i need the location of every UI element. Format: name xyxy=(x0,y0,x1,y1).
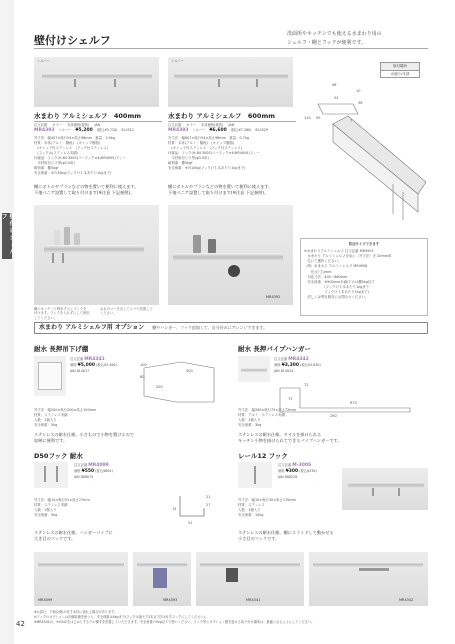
option-name: 耐水 長押吊下げ棚 xyxy=(34,345,89,353)
option-price-block: 注文記番 MR4342 価格 ¥3,300 (税込¥3,630) JAN 814024 xyxy=(274,357,321,374)
shelf-rail xyxy=(348,482,424,488)
hook-icon xyxy=(74,79,76,87)
hook-icon xyxy=(254,466,256,484)
shelf-rail xyxy=(313,562,423,567)
hook-icon xyxy=(218,79,220,87)
photo-caption: 棚のキッチンで利用するとフックを 付けます。フックを入れずにして使用 してください。 xyxy=(34,307,90,320)
product-jan: 814512 xyxy=(121,128,135,132)
spec-head: 注文記番 xyxy=(168,123,182,127)
option-name: 耐水 長押パイプハンガー xyxy=(238,345,312,353)
header-divider xyxy=(34,48,428,49)
price-row xyxy=(34,128,162,134)
hook-icon xyxy=(56,466,58,482)
photo-label: MR4392 xyxy=(266,295,281,299)
product-price-tax: (税込¥7,260) xyxy=(230,128,252,132)
product-code: MR4393 xyxy=(34,128,55,133)
bottle-icon xyxy=(54,230,60,245)
shelf-rail xyxy=(200,562,300,567)
photo-caption: お水のパーを出してエマで設置して ください。 xyxy=(100,307,153,316)
product-code: MR4393 xyxy=(168,128,189,133)
dim-label: 54 xyxy=(334,96,339,100)
option-price: ¥5,000 xyxy=(77,363,96,369)
product-image-label: シルバー xyxy=(37,59,50,63)
price-row xyxy=(168,128,296,134)
option-jan: 808228 xyxy=(284,475,298,480)
dimension-diagram xyxy=(298,74,428,230)
option-price-block: 注文記番 MR4341 価格 ¥5,000 (税込¥5,500) JAN 814017 xyxy=(70,357,117,374)
dim-label: 260 xyxy=(330,414,337,418)
product-color: シルバー xyxy=(192,128,206,132)
dim-label: 98 xyxy=(332,83,337,87)
bottom-photo xyxy=(34,552,128,606)
option-image xyxy=(34,356,66,396)
install-box-body: ※水まわりアルミシェルフ 注文記番 MR4903 水まわり アルミシェルフを床に（外寸法）を 20mm単 位にて選択ください。 （例）水まわり アルミシェルフ MR4908 長さ(寸))mm 対応寸法：400〜860mm 安全荷重：※900mm未満/下のは棚5kg以下 (フックけ１本あたり1kgまで フックけ１本あたり1kgまで) 詳しくは弊社販売にお問合せください。 xyxy=(304,249,392,300)
hook-icon xyxy=(372,488,374,496)
option-title: 水まわり アルミシェルフ用 オプション xyxy=(39,323,145,331)
option-code: M-300S xyxy=(292,463,312,468)
product-divider xyxy=(34,121,162,122)
option-spec: 外寸法：幅15×奥行51×高さ27mm 材質：ステンレス実績 入数：1個入り 安全荷重：5kg xyxy=(34,498,90,517)
shelf-rail xyxy=(174,73,288,79)
product-divider xyxy=(168,121,296,122)
dim-label: 100 xyxy=(140,363,147,367)
install-box-title: 防法サイズできます xyxy=(348,242,380,246)
shelf-rail xyxy=(38,562,124,567)
option-price-tax: (税込¥330) xyxy=(299,469,317,474)
option-jan: 814024 xyxy=(280,369,294,374)
dim-label: 80 xyxy=(140,375,145,379)
product-desc: 棚にボトルやプランなどの物を置いて便利に使えます。 下地ベニア設置して取り付けます(※注意 下記参照)。 xyxy=(34,184,139,196)
install-photo-2 xyxy=(168,205,293,305)
product-desc: 棚にボトルやプランなどの物を置いて便利に使えます。 下地ベニア設置して取り付けます(※注意 下記参照)。 xyxy=(168,184,273,196)
dim-label: 36 xyxy=(358,101,363,105)
option-dimension-diagram xyxy=(136,358,226,406)
intro-text: 洗面所やキッチンでも使える水まわり用の シェルフ・棚とフックが便利です。 xyxy=(287,31,382,46)
towel-icon xyxy=(153,568,167,588)
dim-label: 10 xyxy=(356,89,361,93)
dim-label: 27 xyxy=(206,503,211,507)
pipe-hanger-icon xyxy=(241,368,267,372)
product-image-label: シルバー xyxy=(171,59,184,63)
option-code: MR4341 xyxy=(84,357,105,362)
spec-head: JAN xyxy=(228,123,235,127)
option-price-tax: (税込¥5,500) xyxy=(96,363,117,368)
option-price-block: 注文記番 M-300S 価格 ¥300 (税込¥330) JAN 808228 xyxy=(278,463,317,480)
option-spec: 外寸法：幅10×奥行30×高さ170mm 材質：ステンレス 入数：1個入り 安全荷重：10kg xyxy=(238,498,296,517)
product-name: 水まわり アルミシェルフ 600mm xyxy=(168,112,275,120)
product-image-400 xyxy=(34,57,159,107)
option-name: D50フック 耐水 xyxy=(34,452,83,460)
dim-label: 200 xyxy=(156,385,163,389)
bottle-icon xyxy=(74,233,80,245)
option-desc: ステンレスの耐水仕様。タオルを掛けられる キッチン小物を掛けられてできるパイプハンガーです。 xyxy=(238,432,342,444)
spec-head: JAN xyxy=(94,123,101,127)
option-name: レール12 フック xyxy=(238,452,288,460)
hook-icon xyxy=(62,253,64,263)
hair-dryer-icon xyxy=(228,265,240,277)
option-dimension-diagram xyxy=(170,490,230,526)
dim-label: 7 xyxy=(350,119,353,123)
install-info-box xyxy=(300,238,428,316)
option-price-tax: (税込¥605) xyxy=(95,469,113,474)
option-code: MR4099 xyxy=(88,463,109,468)
badge-header: 取付場所 xyxy=(381,63,419,71)
bottle-icon xyxy=(64,227,70,245)
photo-label: MR4099 xyxy=(38,598,53,602)
shelf-rail xyxy=(42,73,152,79)
spec-head: 注文記番 xyxy=(34,123,48,127)
photo-label: MR4393 xyxy=(163,598,178,602)
bottom-photo xyxy=(309,552,428,606)
option-image xyxy=(238,462,272,488)
product-color: シルバー xyxy=(58,128,72,132)
option-bar xyxy=(34,322,428,334)
shelf-rail xyxy=(137,562,187,567)
option-price: ¥3,300 xyxy=(281,363,300,369)
install-photo-1 xyxy=(34,205,159,305)
hook-icon xyxy=(256,79,258,87)
shelf-icon xyxy=(38,362,62,390)
bottom-photo xyxy=(133,552,191,606)
bottom-photo xyxy=(196,552,304,606)
bottle-icon xyxy=(208,239,216,253)
option-jan: 814017 xyxy=(76,369,90,374)
sidebar xyxy=(0,0,14,644)
pipe-hanger-icon xyxy=(359,568,389,571)
hook-icon xyxy=(44,466,46,482)
option-price-tax: (税込¥3,630) xyxy=(300,363,321,368)
option-price-block: 注文記番 MR4099 価格 ¥550 (税込¥605) JAN 808075 xyxy=(74,463,113,480)
option-spec: 外寸法：幅200×奥行200×高さ100mm 材質：ステンレス実績 入数：1個入り 安全荷重：5kg xyxy=(34,408,97,427)
option-subtitle: 棚やハンガー、フック追加して、自分好みにアレンジできます。 xyxy=(152,325,268,331)
option-price: ¥550 xyxy=(81,469,95,475)
spec-head: カラー xyxy=(52,123,63,127)
dim-label: 75 xyxy=(288,397,293,401)
spec-head-row xyxy=(168,123,296,127)
option-price: ¥300 xyxy=(285,469,299,475)
spec-head-row xyxy=(34,123,162,127)
dim-label: 72 xyxy=(304,383,309,387)
spec-head: カラー xyxy=(186,123,197,127)
page-title: 壁付けシェルフ xyxy=(34,34,111,47)
option-code: MR4342 xyxy=(288,357,309,362)
product-spec: 外寸法：幅407×奥行54×高さ98mm 重量：0.5kg 材質：本体(アルミ・陽極) (キャップ樹脂) (キャップ付ステンレス (フック付ステンレス) (フックは(ステンレス実績) 付属品：フック(H-84 300S)コーフック×4(HR4004)フィー 木材取付ビス等(φ3.0用) 耐荷重：棚5kgf 安全荷重：※7/10kg(フックけ１本あたり1kgまで) xyxy=(34,136,126,175)
dim-label: 110 xyxy=(304,116,311,120)
shelf-rail xyxy=(173,253,283,261)
product-price-tax: (税込¥5,720) xyxy=(96,128,118,132)
product-price: ¥6,600 xyxy=(209,128,227,133)
hook-icon xyxy=(52,253,54,263)
product-spec: 外寸法：幅607×奥行54×高さ98mm 重量：0.7kg 材質：本体(アルミ・陽極) (キャップ樹脂) (キャップ付ステンレス (フック付ステンレス) 付属品：フック(H-84 300S)コーフック×4(HR4004)フィー 木材取付ビス等(φ3.0用) 耐荷重：棚5kgf 安全荷重：※7/10kg(フックけ１本あたり1kgまで) xyxy=(168,136,260,170)
option-desc: ステンレスの耐水仕様。小さもので小物を置けるので 収納に便利です。 xyxy=(34,432,134,444)
option-desc: ステンレスの耐水仕様。棚にスライドして動かせる 小さ目のフックです。 xyxy=(238,530,334,542)
shelf-rail xyxy=(44,245,144,253)
sidebar-tab[interactable]: 壁付けシェルフ xyxy=(2,213,12,259)
option-image xyxy=(238,356,270,382)
dim-label: 51 xyxy=(188,521,193,525)
dim-label: 300 xyxy=(186,369,193,373)
footnotes: ※お届け、下地(2面)が付き本体に表れる場合があります。 ※フックのオプションは各種装備を使うと、安全荷重は5kgまで(フックは最大で2本)(寸法は付きフックにしてください)。 ※MR4341は、※4342をはじめとする下の横手を設置していただきます。安全荷重の5kg以下で使いください。フック等とオプション類を掛ける取り付け場所は、最適となるようにしてください。 xyxy=(34,610,315,624)
product-jan: 814529 xyxy=(255,128,269,132)
option-jan: 808075 xyxy=(80,475,94,480)
product-image-600 xyxy=(168,57,293,107)
hook-icon xyxy=(114,79,116,87)
option-image xyxy=(34,462,68,488)
option-spec: 外寸法：幅260×奥行75×高さ72mm 材質：アルミ・ステンレス実績 入数：1個入り 安全荷重：3kg xyxy=(238,408,296,427)
badge-value: 水廻り/木部 xyxy=(390,71,410,76)
spec-head: 本体価格(税抜) xyxy=(201,123,224,127)
bottle-icon xyxy=(193,235,201,253)
product-price: ¥5,200 xyxy=(75,128,93,133)
spec-head: 本体価格(税抜) xyxy=(67,123,90,127)
product-name: 水まわり アルミシェルフ 400mm xyxy=(34,112,141,120)
photo-label: MR4342 xyxy=(399,598,414,602)
photo-label: MR4341 xyxy=(246,598,261,602)
dim-label: 15 xyxy=(172,507,177,511)
option-desc: ステンレスの耐水仕様。ハンガーパイプに 大き目のフックです。 xyxy=(34,530,113,542)
dim-label: R70 xyxy=(350,401,357,405)
dim-label: 21 xyxy=(206,495,211,499)
hook-icon xyxy=(398,488,400,496)
dim-label: 55 xyxy=(316,116,321,120)
page-number: 42 xyxy=(16,620,25,628)
basket-icon xyxy=(226,568,238,582)
